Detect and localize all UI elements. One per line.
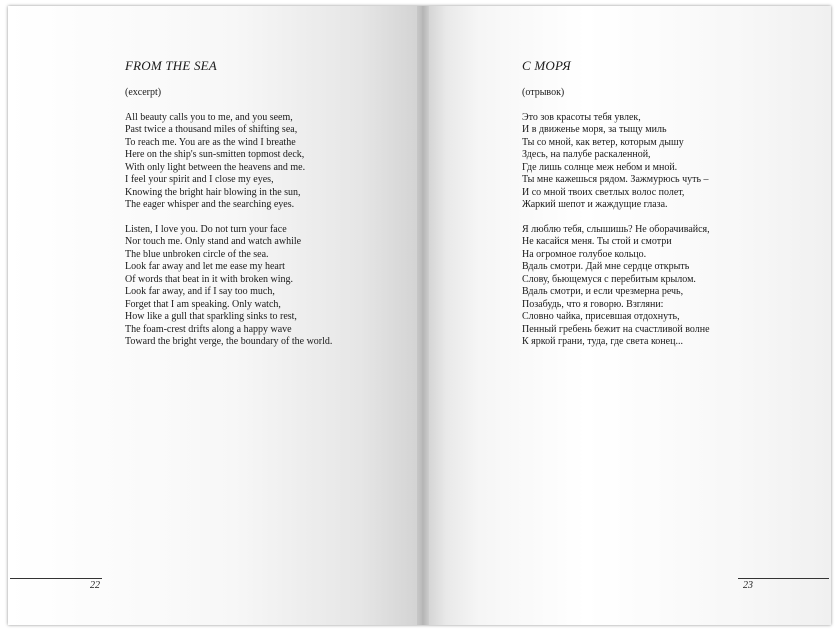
- poem-line: I feel your spirit and I close my eyes,: [125, 174, 274, 185]
- poem-title: FROM THE SEA: [125, 58, 217, 73]
- poem-subtitle: (отрывок): [522, 87, 565, 98]
- poem-line: The blue unbroken circle of the sea.: [125, 248, 269, 260]
- poem-line: Of words that beat in it with broken wing.: [125, 273, 294, 285]
- page-number-text: 22: [90, 580, 100, 591]
- poem-line: Позабудь, что я говорю. Взгляни:: [522, 298, 664, 310]
- poem-line: With only light between the heavens and me.: [125, 161, 306, 173]
- poem-line: Ты со мной, как ветер, которым дышу: [522, 136, 684, 148]
- left-page-content: [125, 58, 395, 349]
- poem-line: К яркой грани, туда, где света конец...: [522, 336, 683, 347]
- poem-line: Жаркий шепот и жаждущие глаза.: [522, 199, 668, 210]
- stanza: [522, 112, 782, 212]
- poem-title: С МОРЯ: [522, 58, 571, 73]
- poem-line: Look far away and let me ease my heart: [125, 261, 285, 272]
- poem-line: Словно чайка, присевшая отдохнуть,: [522, 311, 680, 322]
- poem-line: All beauty calls you to me, and you seem,: [125, 111, 293, 123]
- stanza: [522, 224, 782, 349]
- poem-line: The eager whisper and the searching eyes.: [125, 199, 295, 210]
- poem-line: Forget that I am speaking. Only watch,: [125, 298, 281, 310]
- poem-line: Nor touch me. Only stand and watch awhile: [125, 236, 302, 247]
- poem-line: Вдаль смотри. Дай мне сердце открыть: [522, 261, 690, 272]
- stanza: [125, 112, 395, 212]
- poem-line: Пенный гребень бежит на счастливой волне: [522, 323, 710, 335]
- poem-line: To reach me. You are as the wind I breathe: [125, 136, 296, 148]
- poem-line: Здесь, на палубе раскаленной,: [522, 149, 651, 160]
- poem-line: Вдаль смотри, и если чрезмерна речь,: [522, 286, 684, 297]
- page-number-text: 23: [743, 580, 753, 591]
- poem-line: Ты мне кажешься рядом. Зажмурюсь чуть –: [522, 174, 709, 185]
- page-number: [10, 578, 102, 595]
- poem-line: Я люблю тебя, слышишь? Не оборачивайся,: [522, 223, 710, 235]
- poem-line: И со мной твоих светлых волос полет,: [522, 186, 685, 198]
- page-number: [738, 578, 829, 595]
- poem-subtitle: (excerpt): [125, 87, 162, 98]
- poem-line: И в движенье моря, за тыщу миль: [522, 124, 667, 135]
- stanza: [125, 224, 395, 349]
- poem-line: Это зов красоты тебя увлек,: [522, 111, 641, 123]
- poem-line: Past twice a thousand miles of shifting sea,: [125, 124, 298, 135]
- right-page: [422, 6, 831, 625]
- book-spread: [8, 6, 831, 625]
- poem-line: Listen, I love you. Do not turn your face: [125, 223, 287, 235]
- right-page-content: [522, 58, 782, 349]
- poem-line: The foam-crest drifts along a happy wave: [125, 323, 292, 335]
- poem-line: Слову, бьющемуся с перебитым крылом.: [522, 273, 696, 285]
- poem-line: Не касайся меня. Ты стой и смотри: [522, 236, 672, 247]
- poem-line: How like a gull that sparkling sinks to rest,: [125, 311, 297, 322]
- poem-line: Look far away, and if I say too much,: [125, 286, 275, 297]
- poem-line: Knowing the bright hair blowing in the sun,: [125, 186, 301, 198]
- poem-line: Toward the bright verge, the boundary of the world.: [125, 336, 333, 347]
- poem-line: Где лишь солнце меж небом и мной.: [522, 161, 678, 173]
- poem-line: На огромное голубое кольцо.: [522, 248, 647, 260]
- poem-line: Here on the ship's sun-smitten topmost deck,: [125, 149, 305, 160]
- book-gutter: [417, 6, 429, 625]
- left-page: [8, 6, 422, 625]
